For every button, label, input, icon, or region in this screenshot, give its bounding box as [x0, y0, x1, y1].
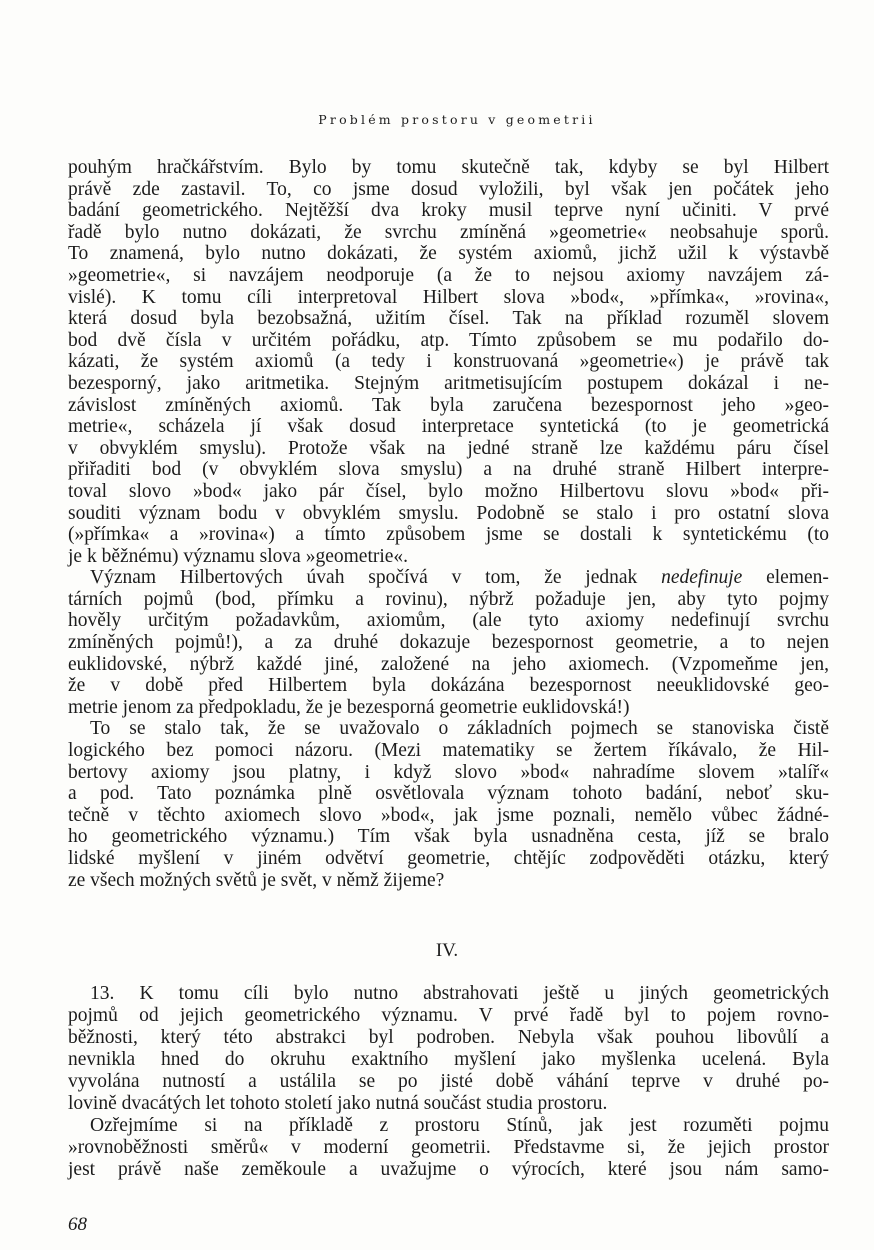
text-line: ho geometrického významu.) Tím však byla usnadněna cesta, jíž se bralo [68, 826, 829, 848]
text-line: kázati, že systém axiomů (a tedy i konstruovaná »geometrie«) je právě tak [68, 351, 829, 373]
text-line: závislost zmíněných axiomů. Tak byla zaručena bezespornost jeho »geo- [68, 394, 829, 416]
page-number: 68 [68, 1214, 87, 1235]
word: Význam [90, 567, 157, 589]
text-line: tečně v těchto axiomech slovo »bod«, jak jsme poznali, nemělo vůbec žádné- [68, 804, 829, 826]
text-line: logického bez pomoci názoru. (Mezi matematiky se žertem říkávalo, že Hil- [68, 740, 829, 762]
text-line: pouhým hračkářstvím. Bylo by tomu skutečně tak, kdyby se byl Hilbert [68, 157, 829, 178]
text-line: (»přímka« a »rovina«) a tímto způsobem jsme se dostali k syntetickému (to [68, 524, 829, 546]
running-header: Problém prostoru v geometrii [318, 112, 596, 127]
text-line: zmíněných pojmů!), a za druhé dokazuje bezespornost geometrie, a to nejen [68, 632, 829, 654]
text-line: ze všech možných světů je svět, v němž žijeme? [68, 869, 445, 891]
text-line: vyvolána nutností a ustálila se po jisté době váhání teprve v druhé po- [68, 1071, 829, 1092]
text-line: To znamená, bylo nutno dokázati, že systém axiomů, jichž užil k výstavbě [68, 243, 829, 265]
text-line: pojmů od jejich geometrického významu. V prvé řadě byl to pojem rovno- [68, 1005, 829, 1026]
word: elemen- [766, 567, 829, 589]
emphasized-word: nedefinuje [661, 567, 743, 589]
text-line: že v době před Hilbertem byla dokázána bezespornost neeuklidovské geo- [68, 675, 829, 697]
word: spočívá [368, 567, 428, 589]
text-line: hověly určitým požadavkům, axiomům, (ale tyto axiomy nedefinují svrchu [68, 610, 829, 632]
text-line: metrie jenom za předpokladu, že je bezesporná geometrie euklidovská!) [68, 696, 630, 718]
text-line [68, 567, 829, 589]
text-line: a pod. Tato poznámka plně osvětlovala význam tohoto badání, neboť sku- [68, 783, 829, 805]
word: úvah [306, 567, 345, 589]
word: jednak [585, 567, 638, 589]
body-text-upper [68, 157, 829, 891]
text-line: metrie«, scházela jí však dosud interpretace syntetická (to je geometrická [68, 416, 829, 438]
text-line: lidské myšlení v jiném odvětví geometrie, chtějíc zodpověděti otázku, který [68, 848, 829, 869]
text-line: v obvyklém smyslu). Protože však na jedné straně lze každému páru čísel [68, 437, 829, 459]
body-text-lower [68, 983, 829, 1181]
text-line: bod dvě čísla v určitém pořádku, atp. Tímto způsobem se mu podařilo do- [68, 329, 829, 351]
text-line: bertovy axiomy jsou platny, i když slovo »bod« nahradíme slovem »talíř« [68, 761, 829, 783]
text-line: badání geometrického. Nejtěžší dva kroky musil teprve nyní učiniti. V prvé [68, 200, 829, 222]
word: v [451, 567, 462, 589]
text-line: bezesporný, jako aritmetika. Stejným aritmetisujícím postupem dokázal i ne- [68, 372, 829, 394]
text-line: přiřaditi bod (v obvyklém slova smyslu) a na druhé straně Hilbert interpre- [68, 459, 829, 481]
text-line: vislé). K tomu cíli interpretoval Hilbert slova »bod«, »přímka«, »rovina«, [68, 286, 829, 308]
text-line: běžnosti, který této abstrakci byl podroben. Nebyla však pouhou libovůlí a [68, 1027, 829, 1048]
text-line: lovině dvacátých let tohoto století jako nutná součást studia prostoru. [68, 1093, 608, 1114]
text-line: »geometrie«, si navzájem neodporuje (a že to nejsou axiomy navzájem zá- [68, 264, 829, 286]
text-line: »rovnoběžnosti směrů« v moderní geometrii. Představme si, že jejich prostor [68, 1137, 829, 1158]
word: že [544, 567, 562, 589]
text-line: To se stalo tak, že se uvažovalo o základních pojmech se stanoviska čistě [90, 718, 829, 740]
text-line: právě zde zastavil. To, co jsme dosud vyložili, byl však jen počátek jeho [68, 178, 829, 200]
word: tom, [485, 567, 521, 589]
text-line: řadě bylo nutno dokázati, že svrchu zmíněná »geometrie« neobsahuje sporů. [68, 221, 829, 243]
text-line: 13. K tomu cíli bylo nutno abstrahovati ještě u jiných geometrických [90, 983, 829, 1004]
text-line: jest právě naše zeměkoule a uvažujme o výrocích, které jsou nám samo- [68, 1159, 829, 1180]
text-line: je k běžnému) významu slova »geometrie«. [68, 545, 409, 567]
text-line: která dosud byla bezobsažná, užitím čísel. Tak na příklad rozuměl slovem [68, 308, 829, 330]
text-line: nevnikla hned do okruhu exaktního myšlení jako myšlenka ucelená. Byla [68, 1049, 829, 1070]
text-line: tárních pojmů (bod, přímku a rovinu), nýbrž požaduje jen, aby tyto pojmy [68, 588, 829, 610]
word: Hilbertových [179, 567, 283, 589]
text-line: Ozřejmíme si na příkladě z prostoru Stínů, jak jest rozuměti pojmu [90, 1115, 829, 1136]
text-line: toval slovo »bod« jako pár čísel, bylo možno Hilbertovu slovu »bod« při- [68, 480, 829, 502]
text-line: souditi význam bodu v obvyklém smyslu. Podobně se stalo i pro ostatní slova [68, 502, 829, 524]
section-heading: IV. [435, 940, 459, 961]
text-line: euklidovské, nýbrž každé jiné, založené na jeho axiomech. (Vzpomeňme jen, [68, 653, 829, 675]
